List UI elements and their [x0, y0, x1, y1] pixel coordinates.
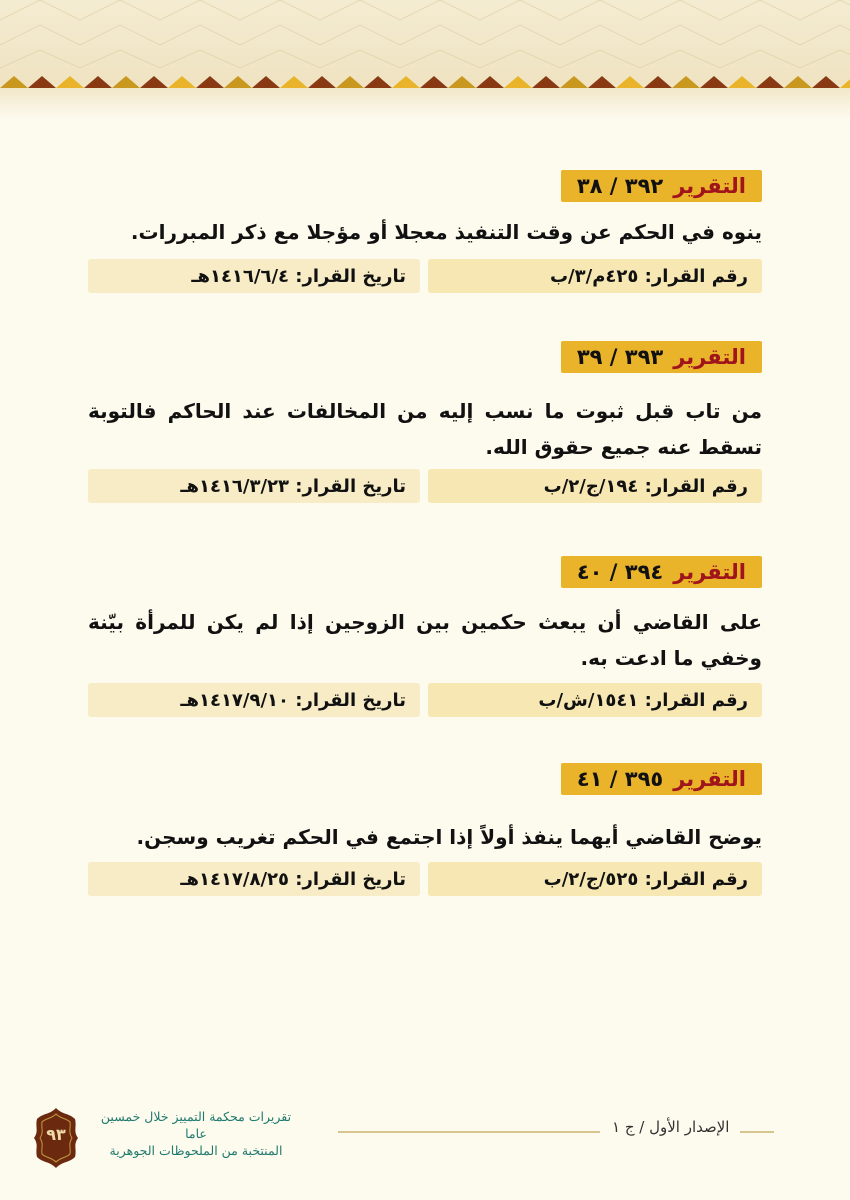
ruling-entry [88, 763, 762, 898]
ruling-title-badge [561, 170, 762, 202]
ruling-text: على القاضي أن يبعث حكمين بين الزوجين إذا لم يكن للمرأة بيّنة وخفي ما ادعت به. [88, 610, 762, 670]
decision-ref-row [88, 862, 762, 896]
page-number-badge [33, 1107, 79, 1169]
footer-book-title [92, 1108, 300, 1159]
decision-ref-row [88, 259, 762, 293]
page-number: ٩٣ [46, 1125, 66, 1144]
header-ornament-band [0, 0, 850, 118]
decision-number: رقم القرار: ٤٢٥م/٣/ب [428, 259, 762, 293]
decision-date: تاريخ القرار: ١٤١٦/٦/٤هـ [88, 259, 420, 293]
decision-ref-row [88, 469, 762, 503]
footer-volume: الإصدار الأول / ج ١ [612, 1118, 730, 1136]
footer-divider [338, 1131, 600, 1133]
ruling-text: يوضح القاضي أيهما ينفذ أولاً إذا اجتمع في الحكم تغريب وسجن. [136, 825, 762, 849]
decision-number: رقم القرار: ١٩٤/ج/٢/ب [428, 469, 762, 503]
decision-date: تاريخ القرار: ١٤١٦/٣/٢٣هـ [88, 469, 420, 503]
ruling-text: ينوه في الحكم عن وقت التنفيذ معجلا أو مؤجلا مع ذكر المبررات. [130, 220, 762, 244]
footer-book-title-line2: المنتخبة من الملحوظات الجوهرية [109, 1143, 283, 1158]
decision-date: تاريخ القرار: ١٤١٧/٩/١٠هـ [88, 683, 420, 717]
ruling-entry [88, 341, 762, 506]
ruling-title-label: التقرير [673, 560, 746, 584]
decision-date: تاريخ القرار: ١٤١٧/٨/٢٥هـ [88, 862, 420, 896]
ruling-title-numbers: ٣٩٣ / ٣٩ [576, 345, 664, 369]
ruling-title-label: التقرير [673, 767, 746, 791]
ruling-entry [88, 556, 762, 721]
ruling-text: من تاب قبل ثبوت ما نسب إليه من المخالفات عند الحاكم فالتوبة تسقط عنه جميع حقوق الله. [88, 399, 762, 459]
decision-number: رقم القرار: ١٥٤١/ش/ب [428, 683, 762, 717]
ruling-title-badge [561, 763, 762, 795]
footer-divider-right [740, 1131, 774, 1133]
ruling-title-label: التقرير [673, 345, 746, 369]
ruling-title-numbers: ٣٩٢ / ٣٨ [576, 174, 664, 198]
header-pattern [0, 0, 850, 118]
ruling-title-numbers: ٣٩٤ / ٤٠ [576, 560, 664, 584]
decision-number: رقم القرار: ٥٢٥/ج/٢/ب [428, 862, 762, 896]
ruling-title-badge [561, 556, 762, 588]
ruling-entry [88, 170, 762, 295]
ruling-title-numbers: ٣٩٥ / ٤١ [576, 767, 664, 791]
decision-ref-row [88, 683, 762, 717]
footer-book-title-line1: تقريرات محكمة التمييز خلال خمسين عاما [100, 1109, 292, 1141]
ruling-title-label: التقرير [673, 174, 746, 198]
ruling-title-badge [561, 341, 762, 373]
